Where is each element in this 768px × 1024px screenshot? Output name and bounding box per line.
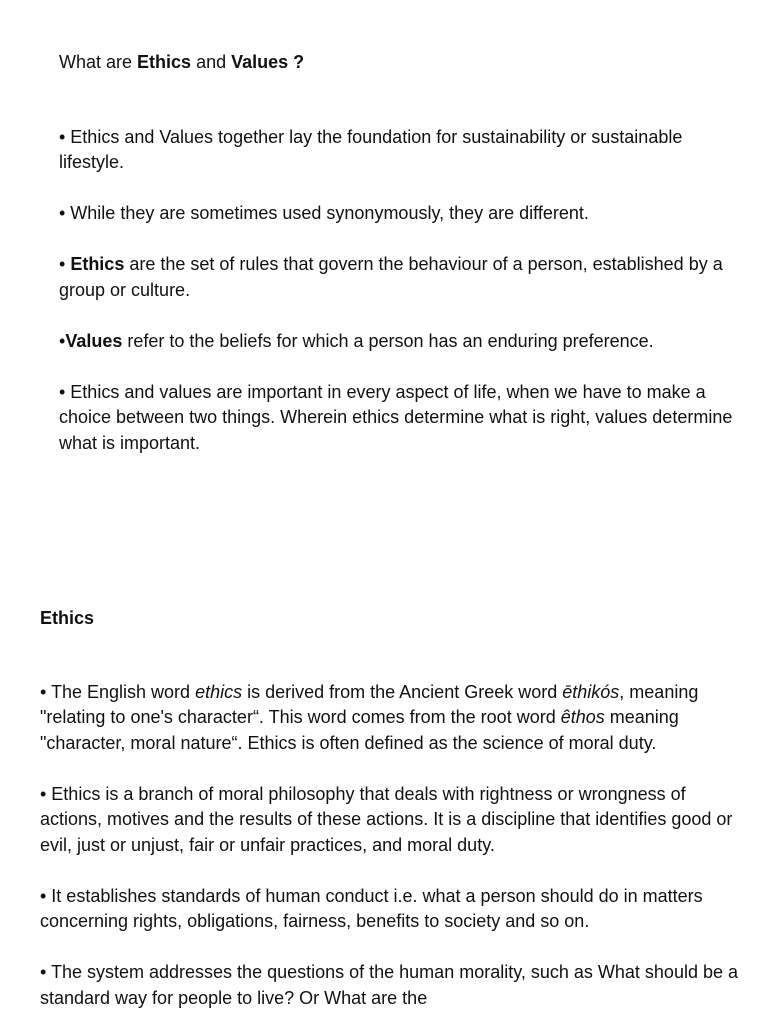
word-ethics: ethics xyxy=(195,681,243,702)
etymology-text-3: , meaning "relating to one's character“. This word comes from the root word xyxy=(40,681,699,727)
term-values: Values xyxy=(65,330,123,351)
word-ethos: êthos xyxy=(560,707,605,727)
bullet-foundation: • Ethics and Values together lay the foundation for sustainability or sustainable lifestyle. xyxy=(59,126,683,172)
bullet-morality-questions: • The system addresses the questions of the human morality, such as What should be a standard way for people to live? Or What are the xyxy=(40,962,739,1008)
bullet-standards: • It establishes standards of human conduct i.e. what a person should do in matters concerning rights, obligations, fairness, benefits to society and so on. xyxy=(40,885,703,931)
bullet-moral-philosophy: • Ethics is a branch of moral philosophy that deals with rightness or wrongness of actions, motives and the results of these actions. It is a discipline that identifies good or evil, just or unjust, fair or unfair practices, and moral duty. xyxy=(40,783,733,855)
bullet-etymology xyxy=(40,680,740,757)
etymology-text-1: • The English word xyxy=(40,681,196,702)
slide-title xyxy=(59,50,739,76)
title-ethics: Ethics xyxy=(137,52,192,72)
bullet-lead: • xyxy=(59,254,71,274)
slide-ethics-and-values xyxy=(59,50,739,482)
bullet-importance: • Ethics and values are important in every aspect of life, when we have to make a choice between two things. Wherein ethics determine what is right, values determine what is important. xyxy=(59,381,733,453)
bullet-ethics-definition xyxy=(59,252,739,303)
slide-ethics xyxy=(40,606,740,1024)
title-prefix: What are xyxy=(59,52,138,72)
title-and: and xyxy=(191,52,232,72)
title-values: Values ? xyxy=(231,52,305,72)
section-title: Ethics xyxy=(40,608,95,628)
bullet-synonymous: • While they are sometimes used synonymously, they are different. xyxy=(59,203,589,223)
etymology-text-4: meaning "character, moral nature“. Ethics is often defined as the science of moral duty. xyxy=(40,707,679,753)
word-ethikos: ēthikós xyxy=(562,681,620,702)
bullet-values-definition xyxy=(59,329,739,355)
bullet-text: refer to the beliefs for which a person has an enduring preference. xyxy=(122,330,654,351)
etymology-text-2: is derived from the Ancient Greek word xyxy=(242,681,563,702)
term-ethics: Ethics xyxy=(70,254,125,274)
bullet-text: are the set of rules that govern the behaviour of a person, established by a group or culture. xyxy=(59,254,723,300)
bullet-lead: • xyxy=(59,330,66,351)
